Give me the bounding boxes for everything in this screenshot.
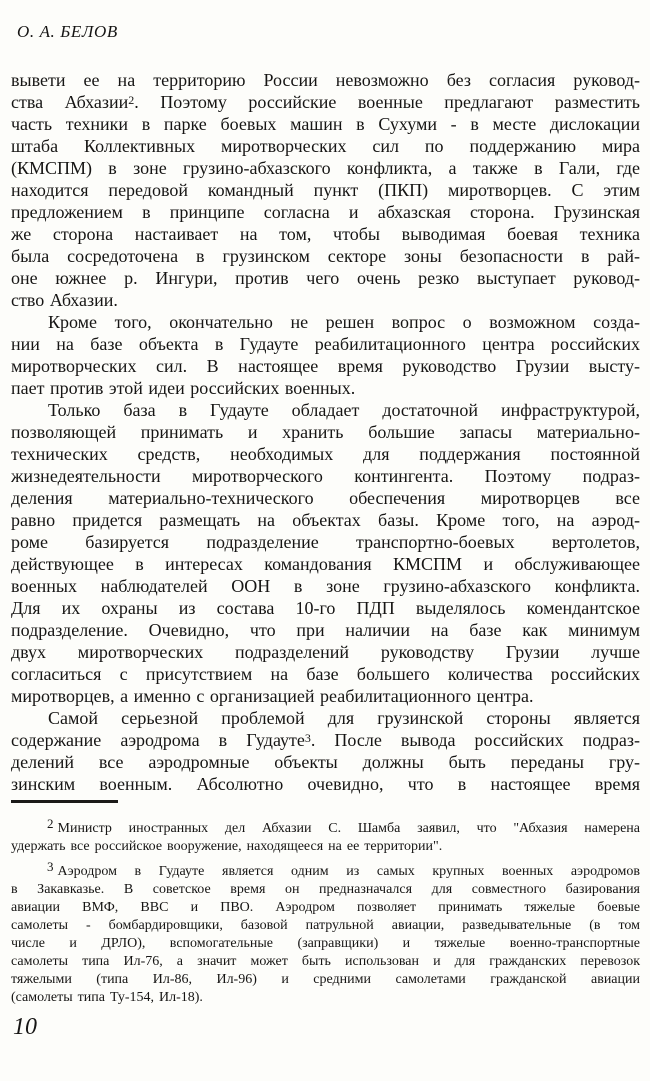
footnote-line: авиации ВМФ, ВВС и ПВО. Аэродром позволяет принимать тяжелые боевые	[11, 900, 640, 915]
text-line: согласиться с присутствием на базе большего количества российских	[11, 664, 640, 684]
footnote-line: (самолеты типа Ту-154, Ил-18).	[11, 990, 203, 1005]
text-line: ства Абхазии$^2$. Поэтому российские военные предлагают разместить	[11, 92, 640, 112]
footnote-line: $^3$ Аэродром в Гудауте является одним из самых крупных военных аэродромов	[47, 859, 640, 879]
paragraph	[11, 707, 640, 795]
footnote-reference: 2	[128, 93, 135, 107]
page-header-author: О. А. БЕЛОВ	[17, 22, 118, 41]
text-line: двух миротворческих подразделений руководству Грузии лучше	[11, 642, 640, 662]
text-line: жизнедеятельности миротворческого контингента. Поэтому подраз-	[11, 466, 640, 486]
text-line: же сторона настаивает на том, чтобы выводимая боевая техника	[11, 224, 640, 244]
text-line: штаба Коллективных миротворческих сил по поддержанию мира	[11, 136, 640, 156]
text-line: военных наблюдателей ООН в зоне грузино-абхазского конфликта.	[11, 576, 640, 596]
text-line: была сосредоточена в грузинском секторе зоны безопасности в рай-	[11, 246, 640, 266]
text-line: (КМСПМ) в зоне грузино-абхазского конфликта, а также в Гали, где	[11, 158, 640, 178]
text-line: позволяющей принимать и хранить большие запасы материально-	[11, 422, 640, 442]
text-line: оне южнее р. Ингури, против чего очень резко выступает руковод-	[11, 268, 640, 288]
page-number: 10	[13, 1014, 37, 1040]
footnote-line: удержать все российское вооружение, находящееся на ее территории".	[11, 839, 443, 854]
paragraph	[11, 399, 640, 707]
text-line: действующее в интересах командования КМСПМ и обслуживающее	[11, 554, 640, 574]
text-line: Только база в Гудауте обладает достаточной инфраструктурой,	[48, 400, 640, 420]
footnotes	[11, 816, 640, 1014]
text-line: зинским военным. Абсолютно очевидно, что в настоящее время	[11, 774, 640, 794]
text-line: роме базируется подразделение транспортно-боевых вертолетов,	[11, 532, 640, 552]
footnote-line: самолеты типа Ил-76, а значит может быть использован и для гражданских перевозок	[11, 954, 640, 969]
text-line: равно придется размещать на объектах базы. Кроме того, на аэрод-	[11, 510, 640, 530]
footnote-line: $^2$ Министр иностранных дел Абхазии С. Шамба заявил, что "Абхазия намерена	[47, 816, 640, 836]
text-line: подразделение. Очевидно, что при наличии на базе как минимум	[11, 620, 640, 640]
text-line: предложением в принципе согласна и абхазская сторона. Грузинская	[11, 202, 640, 222]
text-line: Самой серьезной проблемой для грузинской стороны является	[48, 708, 640, 728]
footnote	[11, 816, 640, 856]
footnote-line: самолеты - бомбардировщики, базовой патрульной авиации, разведывательные (в том	[11, 918, 640, 933]
text-line: часть техники в парке боевых машин в Сухуми - в месте дислокации	[11, 114, 640, 134]
footnote-line: в Закавказье. В советское время он предназначался для совместного базирования	[11, 882, 640, 897]
text-line: Кроме того, окончательно не решен вопрос о возможном созда-	[48, 312, 640, 332]
footnote-marker: 2	[47, 816, 54, 831]
text-line: нии на базе объекта в Гудауте реабилитационного центра российских	[11, 334, 640, 354]
footnote-marker: 3	[47, 859, 54, 874]
footnote-line: числе и ДРЛО), вспомогательные (заправщики) и тяжелые военно-транспортные	[11, 936, 640, 951]
text-line: делений все аэродромные объекты должны быть переданы гру-	[11, 752, 640, 772]
text-line: деления материально-технического обеспечения миротворцев все	[11, 488, 640, 508]
footnote	[11, 859, 640, 1007]
paragraph	[11, 69, 640, 311]
text-line: находится передовой командный пункт (ПКП) миротворцев. С этим	[11, 180, 640, 200]
text-line: миротворцев, а именно с организацией реабилитационного центра.	[11, 686, 534, 706]
body-text	[11, 69, 640, 795]
text-line: миротворческих сил. В настоящее время руководство Грузии высту-	[11, 356, 640, 376]
text-line: содержание аэродрома в Гудауте$^3$. После вывода российских подраз-	[11, 730, 641, 750]
text-line: вывети ее на территорию России невозможно без согласия руковод-	[11, 70, 640, 90]
text-line: Для их охраны из состава 10-го ПДП выделялось комендантское	[11, 598, 640, 618]
text-line: технических средств, необходимых для поддержания постоянной	[11, 444, 640, 464]
paragraph	[11, 311, 640, 399]
footnote-line: тяжелыми (типа Ил-86, Ил-96) и средними самолетами гражданской авиации	[11, 972, 640, 987]
text-line: пает против этой идеи российских военных.	[11, 378, 356, 398]
footnote-separator-rule	[11, 800, 118, 803]
text-line: ство Абхазии.	[11, 290, 118, 310]
footnote-reference: 3	[304, 731, 311, 745]
